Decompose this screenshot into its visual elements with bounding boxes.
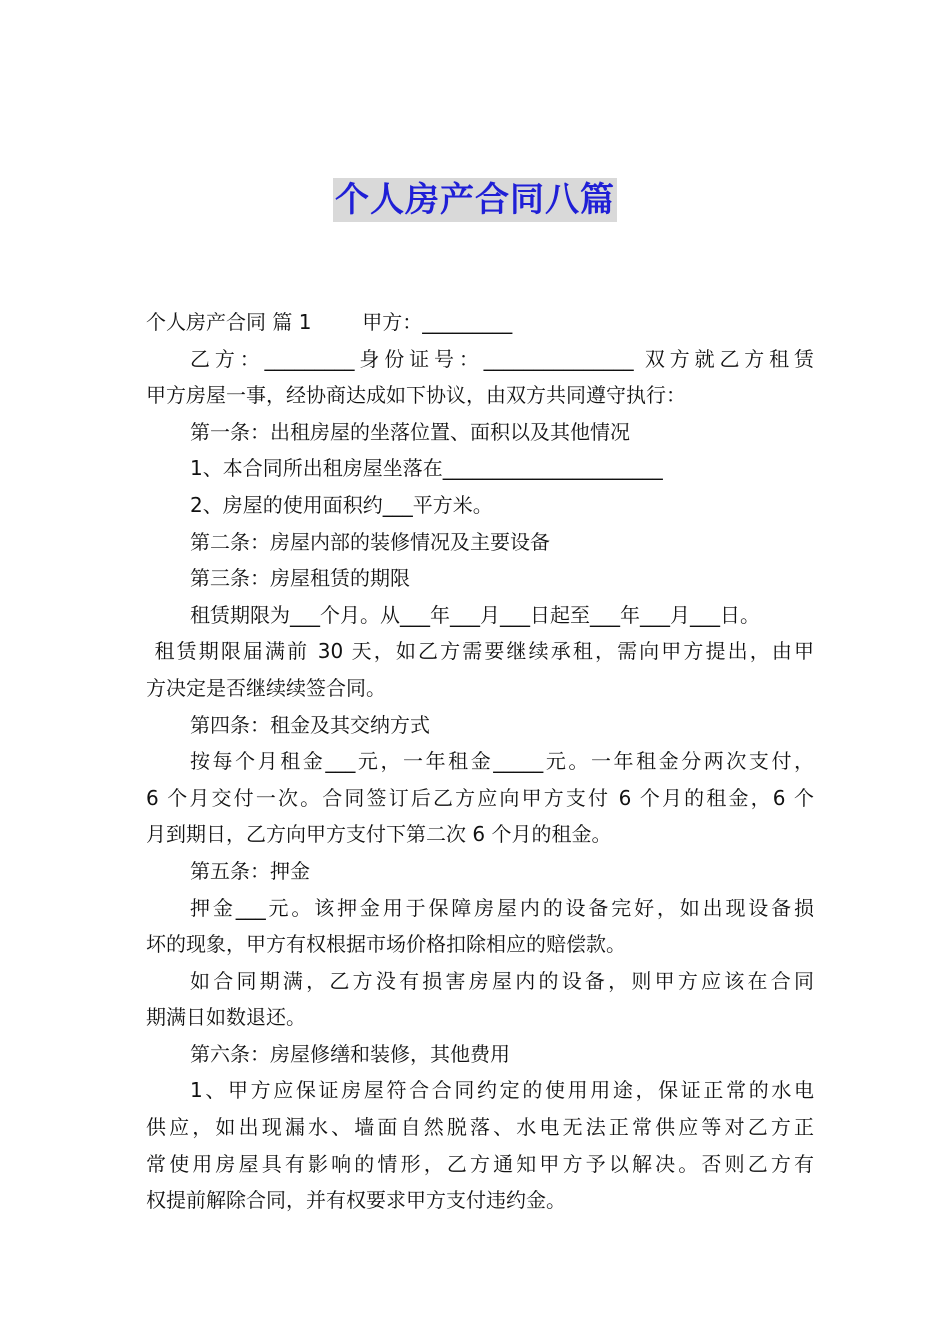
- paragraph-line: 乙方：_________身份证号：_______________ 双方就乙方租赁: [190, 346, 814, 371]
- paragraph-line: 1、甲方应保证房屋符合合同约定的使用用途，保证正常的水电: [190, 1078, 814, 1103]
- paragraph-line: 月到期日，乙方向甲方支付下第二次 6 个月的租金。: [146, 822, 612, 847]
- paragraph-line: 供应，如出现漏水、墙面自然脱落、水电无法正常供应等对乙方正: [146, 1115, 814, 1140]
- paragraph-line: 权提前解除合同，并有权要求甲方支付违约金。: [146, 1188, 566, 1213]
- paragraph-line: 坏的现象，甲方有权根据市场价格扣除相应的赔偿款。: [146, 932, 626, 957]
- paragraph-line: 期满日如数退还。: [146, 1005, 306, 1030]
- article-heading: 第四条：租金及其交纳方式: [190, 712, 430, 737]
- article-heading: 第二条：房屋内部的装修情况及主要设备: [190, 529, 550, 554]
- paragraph-line: 租赁期限届满前 30 天，如乙方需要继续承租，需向甲方提出，由甲: [146, 639, 814, 664]
- article-heading: 第六条：房屋修缮和装修，其他费用: [190, 1041, 510, 1066]
- article-heading: 第五条：押金: [190, 858, 310, 883]
- article-heading: 第一条：出租房屋的坐落位置、面积以及其他情况: [190, 419, 630, 444]
- paragraph-line: 个人房产合同 篇 1 甲方：_________: [146, 310, 513, 334]
- document-title: 个人房产合同八篇: [335, 180, 615, 220]
- paragraph-line: 6 个月交付一次。合同签订后乙方应向甲方支付 6 个月的租金，6 个: [146, 785, 814, 810]
- document-body: [146, 304, 814, 1219]
- article-heading: 第三条：房屋租赁的期限: [190, 566, 410, 591]
- paragraph-line: 甲方房屋一事，经协商达成如下协议，由双方共同遵守执行：: [146, 383, 686, 408]
- paragraph-line: 常使用房屋具有影响的情形，乙方通知甲方予以解决。否则乙方有: [146, 1151, 814, 1176]
- paragraph-line: 1、本合同所出租房屋坐落在______________________: [190, 456, 663, 481]
- title-container: [0, 178, 950, 222]
- paragraph-line: 按每个月租金___元，一年租金_____元。一年租金分两次支付，: [190, 749, 814, 774]
- paragraph-line: 方决定是否继续续签合同。: [146, 675, 386, 700]
- paragraph-line: 租赁期限为___个月。从___年___月___日起至___年___月___日。: [190, 602, 760, 627]
- paragraph-line: 如合同期满，乙方没有损害房屋内的设备，则甲方应该在合同: [190, 968, 814, 993]
- paragraph-line: 2、房屋的使用面积约___平方米。: [190, 492, 493, 517]
- paragraph-line: 押金___元。该押金用于保障房屋内的设备完好，如出现设备损: [190, 895, 814, 920]
